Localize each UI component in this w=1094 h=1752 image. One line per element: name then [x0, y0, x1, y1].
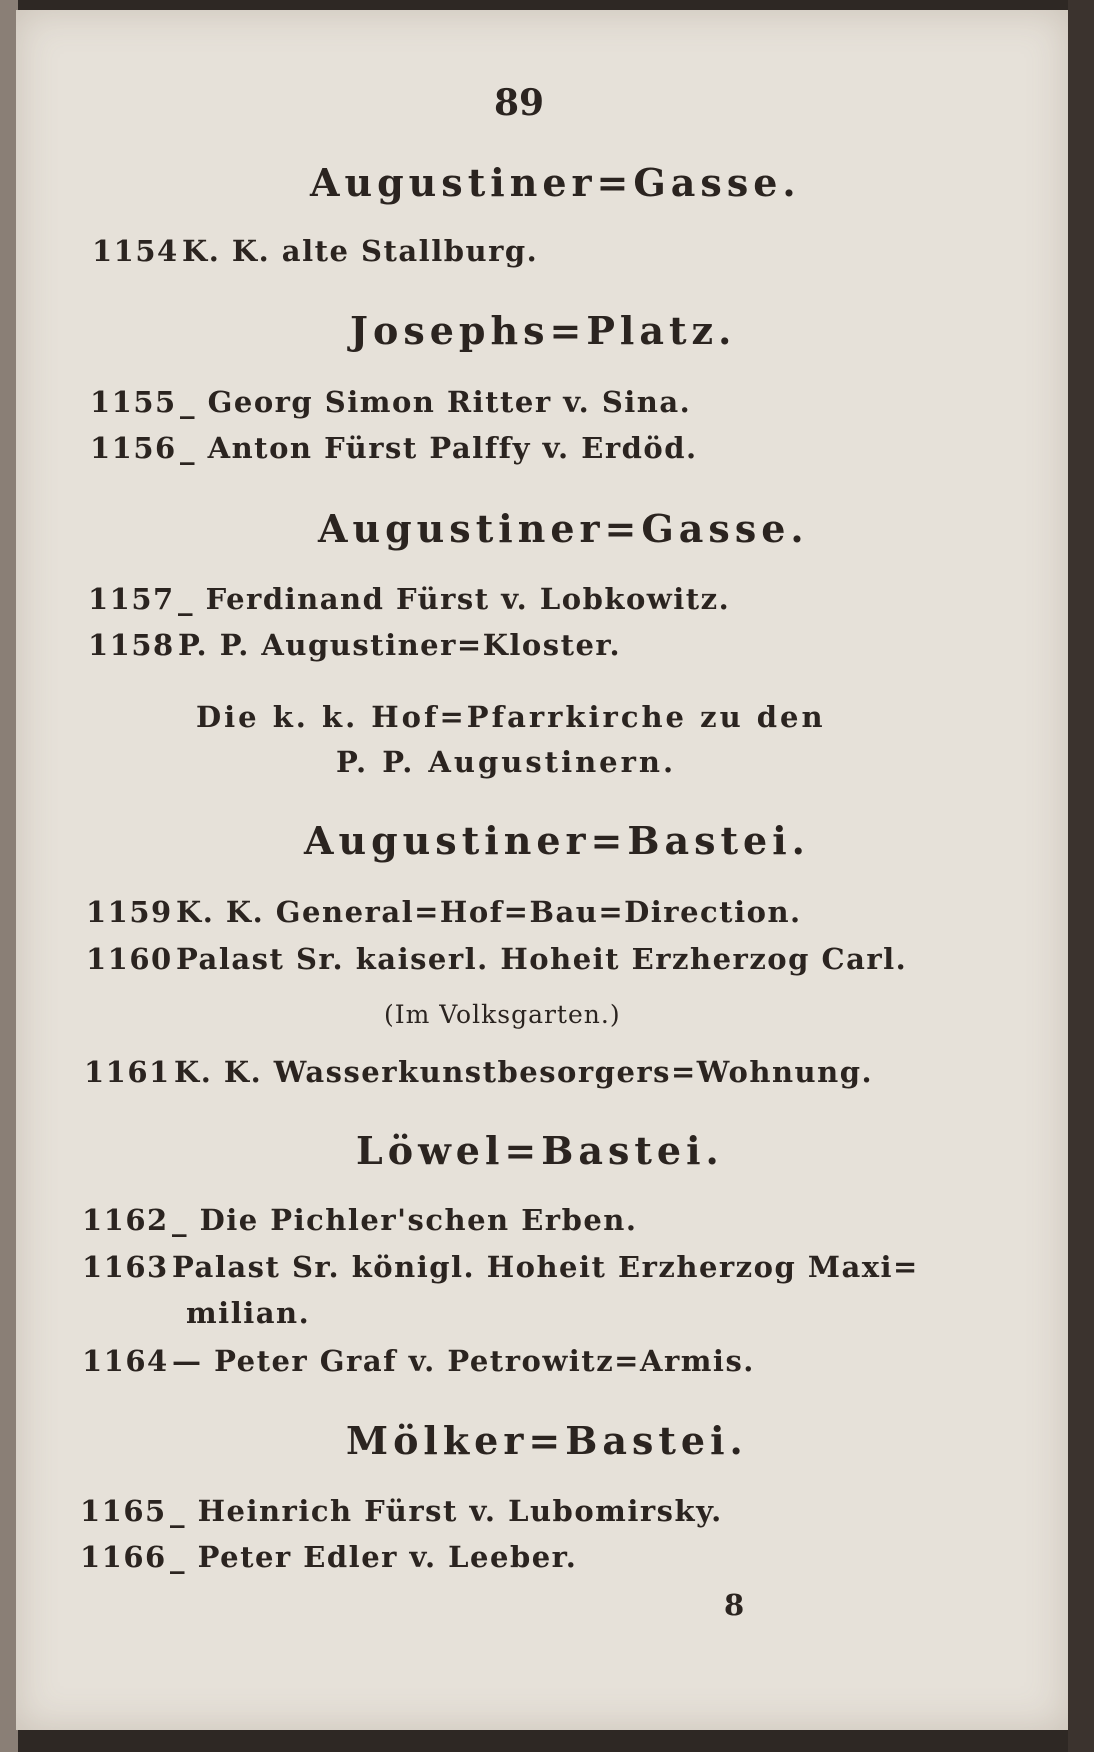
- church-note-line: P. P. Augustinern.: [336, 745, 677, 779]
- entry-row: [92, 234, 538, 268]
- section-heading: Augustiner=Bastei.: [304, 818, 810, 863]
- house-number: 1155: [90, 385, 177, 419]
- entry-text: _ Anton Fürst Palffy v. Erdöd.: [180, 431, 698, 465]
- house-number: 1160: [86, 942, 173, 976]
- house-number: 1161: [84, 1055, 171, 1089]
- church-note-line: Die k. k. Hof=Pfarrkirche zu den: [196, 700, 826, 734]
- entry-text: _ Georg Simon Ritter v. Sina.: [180, 385, 692, 419]
- house-number: 1163: [82, 1250, 169, 1284]
- house-number: 1159: [86, 895, 173, 929]
- section-heading: Josephs=Platz.: [350, 308, 737, 353]
- entry-text: Palast Sr. kaiserl. Hoheit Erzherzog Carl.: [176, 942, 908, 976]
- house-number: 1156: [90, 431, 177, 465]
- page-number: 89: [494, 82, 545, 124]
- entry-row: [82, 1250, 919, 1284]
- house-number: 1164: [82, 1344, 169, 1378]
- house-number: 1165: [80, 1494, 167, 1528]
- entry-text: K. K. Wasserkunstbesorgers=Wohnung.: [174, 1055, 874, 1089]
- section-heading: Augustiner=Gasse.: [310, 160, 801, 205]
- entry-row: [84, 1055, 873, 1089]
- house-number: 1154: [92, 234, 179, 268]
- house-number: 1162: [82, 1203, 169, 1237]
- entry-text: K. K. General=Hof=Bau=Direction.: [176, 895, 802, 929]
- entry-row: [86, 942, 907, 976]
- section-heading: Löwel=Bastei.: [356, 1128, 724, 1173]
- entry-text: _ Peter Edler v. Leeber.: [170, 1540, 578, 1574]
- location-note: (Im Volksgarten.): [384, 1000, 621, 1029]
- entry-row: [82, 1203, 638, 1237]
- entry-row: [86, 895, 802, 929]
- entry-row: [88, 582, 730, 616]
- entry-row: [88, 628, 621, 662]
- section-heading: Augustiner=Gasse.: [318, 506, 809, 551]
- entry-text: _ Ferdinand Fürst v. Lobkowitz.: [178, 582, 731, 616]
- entry-text: _ Die Pichler'schen Erben.: [172, 1203, 638, 1237]
- house-number: 1157: [88, 582, 175, 616]
- entry-row: [90, 431, 698, 465]
- house-number: 1166: [80, 1540, 167, 1574]
- entry-row: [90, 385, 691, 419]
- section-heading: Mölker=Bastei.: [346, 1418, 748, 1463]
- signature-mark: 8: [724, 1588, 746, 1622]
- entry-text: K. K. alte Stallburg.: [182, 234, 539, 268]
- entry-row: [80, 1494, 723, 1528]
- entry-text: P. P. Augustiner=Kloster.: [178, 628, 622, 662]
- entry-text: _ Heinrich Fürst v. Lubomirsky.: [170, 1494, 723, 1528]
- house-number: 1158: [88, 628, 175, 662]
- entry-row: [80, 1540, 577, 1574]
- entry-text: — Peter Graf v. Petrowitz=Armis.: [172, 1344, 755, 1378]
- entry-row: [82, 1344, 755, 1378]
- page-leaf: [16, 10, 1068, 1730]
- entry-continuation: milian.: [186, 1296, 311, 1330]
- page-edge: [1068, 0, 1094, 1752]
- entry-text: Palast Sr. königl. Hoheit Erzherzog Maxi=: [172, 1250, 919, 1284]
